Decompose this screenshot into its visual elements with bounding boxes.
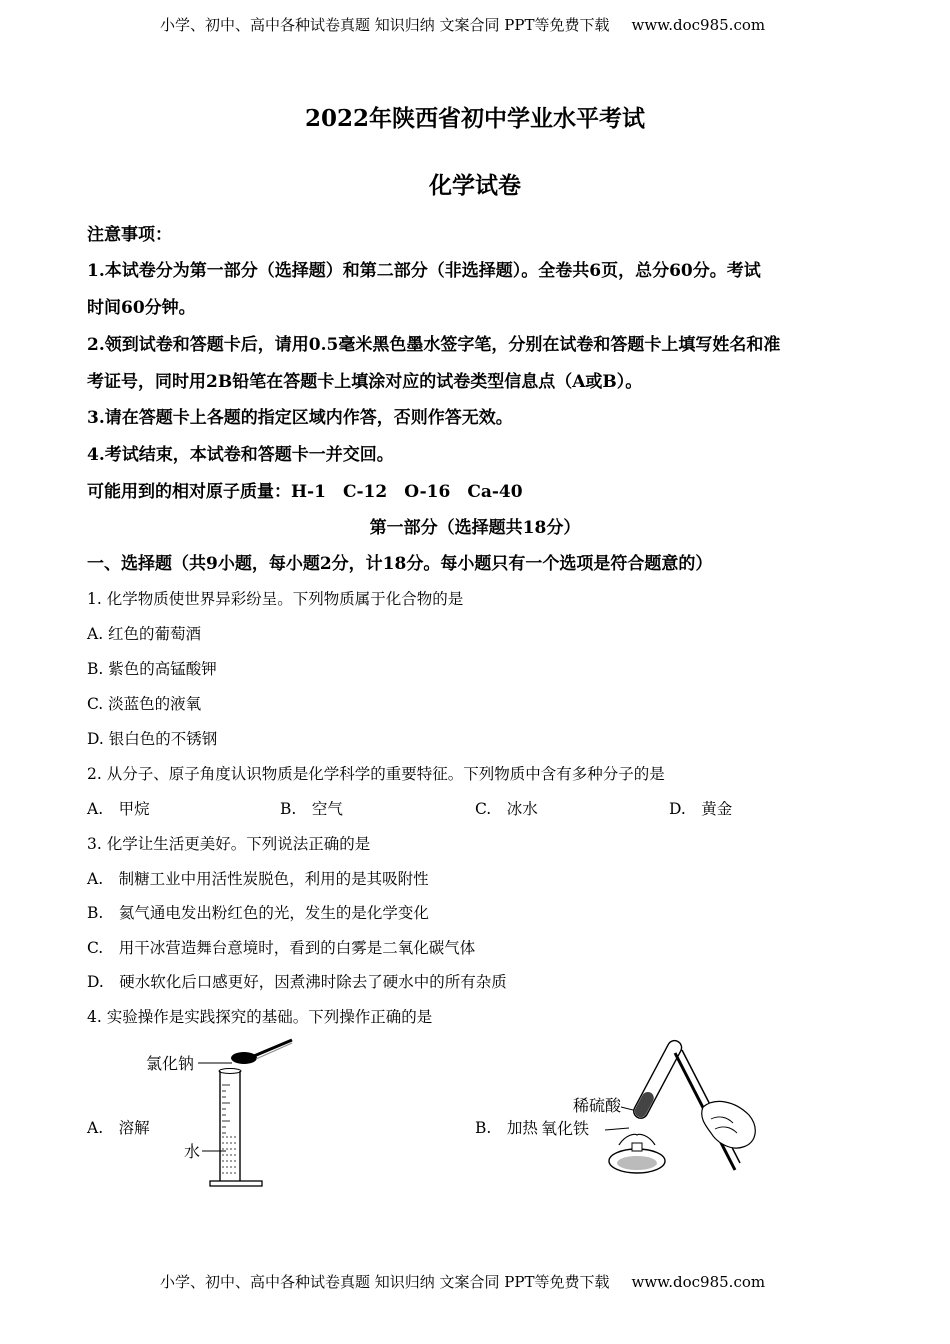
exam-subtitle: 化学试卷 [429,172,521,199]
q1-option-c[interactable]: C. 淡蓝色的液氧 [87,695,202,713]
footer-url[interactable]: www.doc985.com [631,1273,766,1291]
notice-heading: 注意事项： [87,225,172,245]
q1-option-b[interactable]: B. 紫色的高锰酸钾 [87,660,217,678]
q2-option-d[interactable]: D. 黄金 [669,800,733,818]
iron-oxide-label: 氧化铁 [541,1119,590,1138]
dilute-sulfuric-acid-label: 稀硫酸 [573,1096,622,1115]
q4-stem: 4. 实验操作是实践探究的基础。下列操作正确的是 [87,1008,433,1026]
test-tube [631,1038,684,1121]
part1-heading: 第一部分（选择题共18分） [369,518,581,538]
dissolving-figure [140,1035,300,1195]
q4-option-b[interactable]: B. 加热 [475,1119,538,1137]
header-url[interactable]: www.doc985.com [631,16,766,34]
section-heading: 一、选择题（共9小题，每小题2分，计18分。每小题只有一个选项是符合题意的） [87,554,713,574]
q4-option-a[interactable]: A. 溶解 [87,1119,150,1137]
water-label: 水 [184,1142,201,1161]
q2-stem: 2. 从分子、原子角度认识物质是化学科学的重要特征。下列物质中含有多种分子的是 [87,765,665,783]
notice-item-2-cont: 考证号，同时用2B铅笔在答题卡上填涂对应的试卷类型信息点（A或B）。 [87,372,643,392]
cylinder-ticks [222,1085,230,1133]
heating-figure [535,1035,775,1185]
water-level [222,1137,238,1173]
page-header [160,14,765,35]
sodium-chloride-label: 氯化钠 [146,1054,195,1073]
q2-option-b[interactable]: B. 空气 [280,800,343,818]
header-text: 小学、初中、高中各种试卷真题 知识归纳 文案合同 PPT等免费下载 [160,16,610,34]
oxide-leader [605,1128,629,1130]
q3-option-a[interactable]: A. 制糖工业中用活性炭脱色，利用的是其吸附性 [87,870,429,888]
q3-option-d[interactable]: D. 硬水软化后口感更好，因煮沸时除去了硬水中的所有杂质 [87,973,507,991]
page-footer [160,1271,765,1292]
exam-title: 2022年陕西省初中学业水平考试 [304,105,645,132]
spoon-handle [254,1040,292,1056]
q1-stem: 1. 化学物质使世界异彩纷呈。下列物质属于化合物的是 [87,590,464,608]
spoon-icon [231,1052,257,1064]
footer-text: 小学、初中、高中各种试卷真题 知识归纳 文案合同 PPT等免费下载 [160,1273,610,1291]
notice-item-4: 4.考试结束，本试卷和答题卡一并交回。 [87,445,394,465]
notice-item-1-cont: 时间60分钟。 [87,298,196,318]
notice-item-1: 1.本试卷分为第一部分（选择题）和第二部分（非选择题）。全卷共6页，总分60分。考试 [87,261,761,281]
cylinder-base [210,1181,262,1186]
notice-item-2: 2.领到试卷和答题卡后，请用0.5毫米黑色墨水签字笔，分别在试卷和答题卡上填写姓名和准 [87,335,781,355]
graduated-cylinder [220,1071,240,1181]
q1-option-d[interactable]: D. 银白色的不锈钢 [87,730,218,748]
q3-stem: 3. 化学让生活更美好。下列说法正确的是 [87,835,371,853]
q2-options [0,797,950,819]
q3-option-b[interactable]: B. 氦气通电发出粉红色的光，发生的是化学变化 [87,904,429,922]
q2-option-c[interactable]: C. 冰水 [475,800,538,818]
atomic-masses: 可能用到的相对原子质量：H-1 C-12 O-16 Ca-40 [87,482,523,502]
q2-option-a[interactable]: A. 甲烷 [87,800,150,818]
hand-icon [702,1101,756,1148]
notice-item-3: 3.请在答题卡上各题的指定区域内作答，否则作答无效。 [87,408,513,428]
q1-option-a[interactable]: A. 红色的葡萄酒 [87,625,202,643]
q3-option-c[interactable]: C. 用干冰营造舞台意境时，看到的白雾是二氧化碳气体 [87,939,476,957]
